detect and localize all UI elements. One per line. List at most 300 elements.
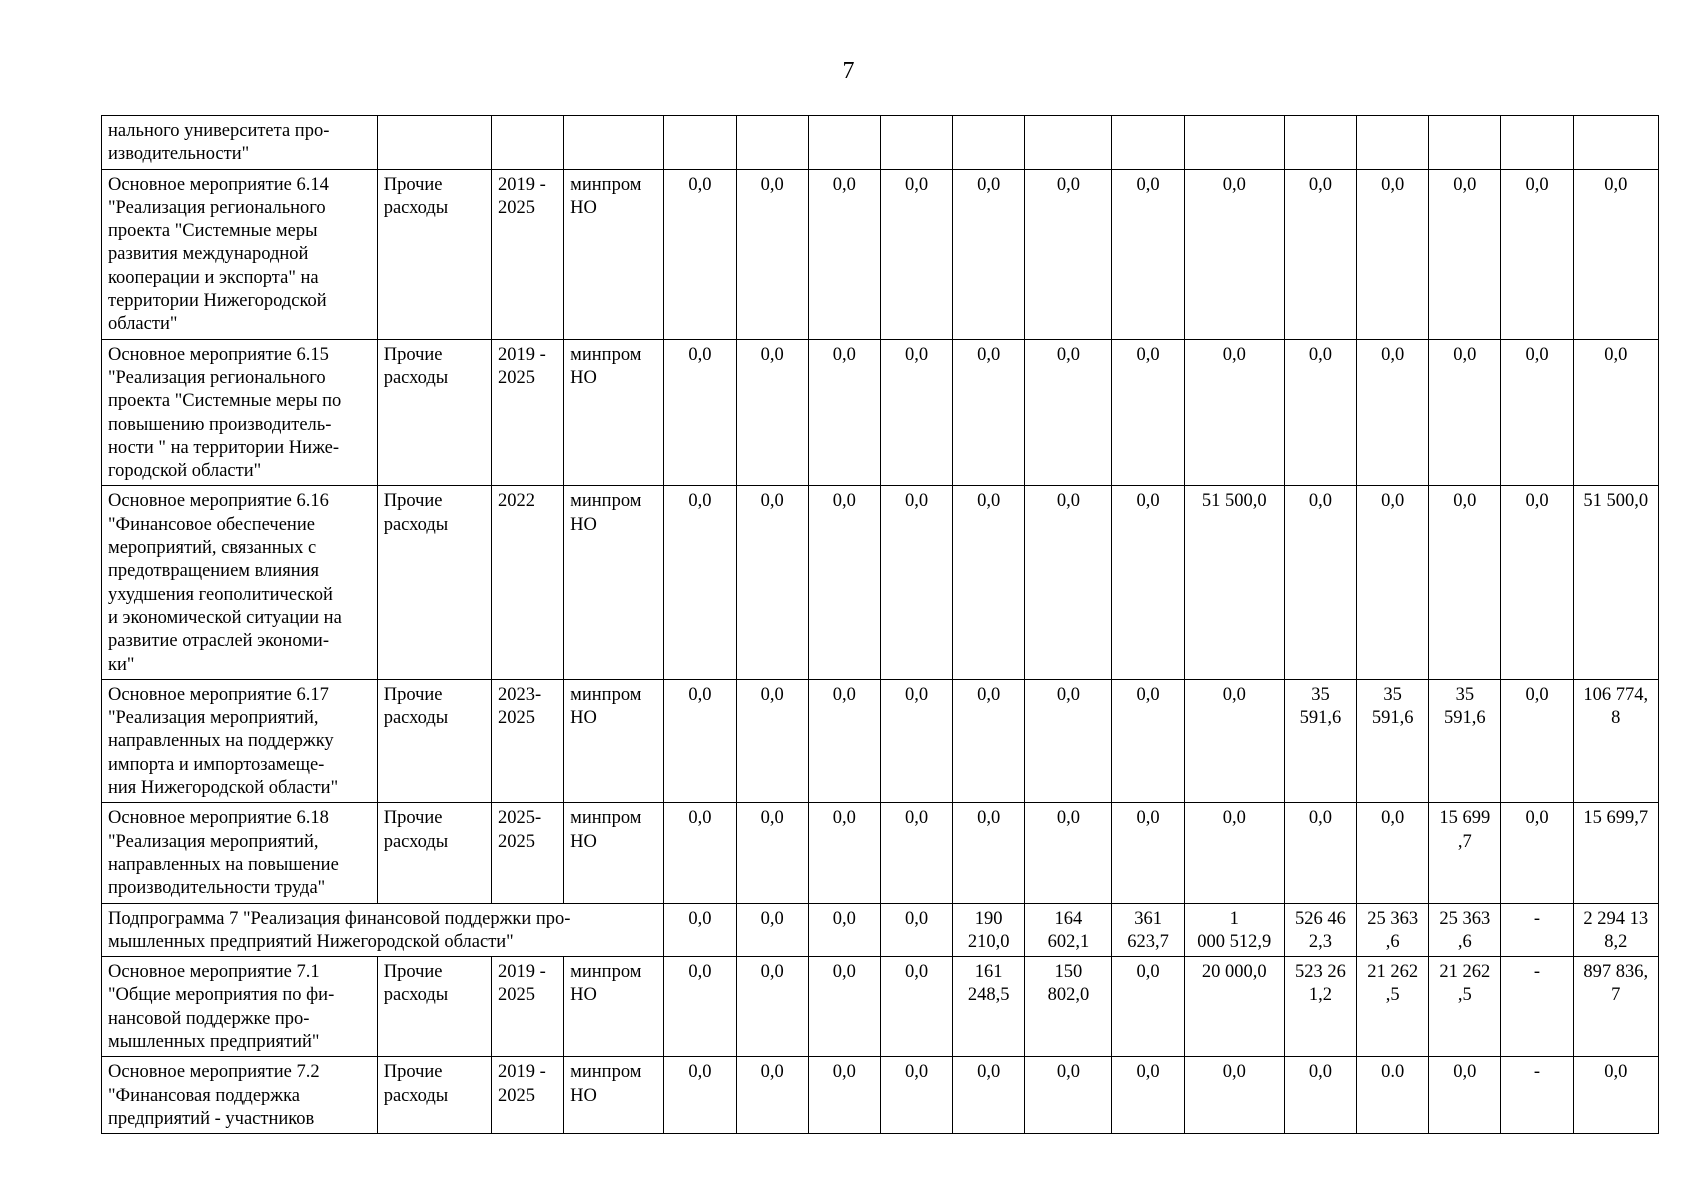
value-cell-line: 0,0 <box>1525 491 1549 512</box>
value-cell-line: 0,0 <box>832 908 856 929</box>
value-cell-line: 35 <box>1383 684 1402 705</box>
value-cell-line: 523 26 <box>1295 962 1346 983</box>
value-cell-line: 0,0 <box>760 1062 784 1083</box>
value-cell-line: 161 <box>974 962 1003 983</box>
value-cell <box>1025 803 1112 903</box>
activity-name-cell-line: мышленных предприятий" <box>108 1031 320 1052</box>
value-cell-line: 0,0 <box>832 491 856 512</box>
value-cell <box>1112 486 1184 679</box>
value-cell <box>1573 803 1658 903</box>
value-cell <box>1357 803 1429 903</box>
funding-source-cell <box>377 679 491 802</box>
value-cell-line: 0,0 <box>1056 344 1080 365</box>
activity-name-cell <box>102 1057 378 1134</box>
table-row <box>102 339 1659 486</box>
funding-source-cell <box>377 486 491 679</box>
value-cell-line: 0,0 <box>1056 491 1080 512</box>
value-cell <box>1184 803 1284 903</box>
value-cell-line: 25 363 <box>1367 908 1419 929</box>
value-cell-line: 0,0 <box>904 908 929 929</box>
period-cell-line: 2019 - <box>497 1062 546 1083</box>
value-cell-line: 35 <box>1455 684 1475 705</box>
value-cell <box>1429 957 1501 1057</box>
value-cell <box>1284 679 1356 802</box>
value-cell <box>953 169 1025 339</box>
value-cell <box>1501 1057 1573 1134</box>
value-cell-line: 0,0 <box>1525 808 1549 829</box>
value-cell-line: 8,2 <box>1604 931 1628 952</box>
value-cell <box>1184 1057 1284 1134</box>
value-cell-line: 21 262 <box>1439 962 1491 983</box>
period-cell-line: 2025 <box>497 1085 535 1106</box>
value-cell <box>1025 957 1112 1057</box>
value-cell <box>953 803 1025 903</box>
value-cell <box>808 486 880 679</box>
executor-cell-line: НО <box>570 367 597 388</box>
period-cell-line: 2019 - <box>497 344 546 365</box>
value-cell <box>1501 803 1573 903</box>
value-cell-line: 0,0 <box>977 491 1001 512</box>
value-cell <box>1357 339 1429 486</box>
value-cell <box>1184 679 1284 802</box>
value-cell <box>1025 169 1112 339</box>
value-cell-line: 51 500,0 <box>1583 491 1649 512</box>
value-cell <box>1501 957 1573 1057</box>
value-cell-line: 0,0 <box>1136 491 1160 512</box>
value-cell-line: ,6 <box>1457 931 1472 952</box>
activity-name-cell-line: мероприятий, связанных с <box>108 538 317 559</box>
activity-name-cell-line: Основное мероприятие 7.1 <box>108 962 320 983</box>
value-cell-line: 20 000,0 <box>1201 962 1267 983</box>
activity-name-cell-line: кооперации и экспорта" на <box>108 267 319 288</box>
value-cell <box>880 1057 952 1134</box>
value-cell-line: 0,0 <box>760 684 784 705</box>
value-cell <box>1025 903 1112 957</box>
executor-cell-line: минпром <box>570 174 642 195</box>
executor-cell <box>564 116 664 170</box>
funding-source-cell-line: расходы <box>383 831 449 852</box>
value-cell-line: 0,0 <box>1308 344 1333 365</box>
activity-name-cell-line: нального университета про- <box>108 121 330 141</box>
activity-name-cell-line: "Общие мероприятия по фи- <box>108 985 335 1006</box>
value-cell-line: 0,0 <box>1136 962 1160 983</box>
executor-cell-line: минпром <box>570 808 642 829</box>
value-cell-line: 106 774, <box>1583 684 1649 705</box>
value-cell <box>736 116 808 170</box>
value-cell-line: 0,0 <box>1381 344 1405 365</box>
activity-name-cell <box>102 803 378 903</box>
value-cell-line: 0,0 <box>1222 1062 1246 1083</box>
period-cell <box>491 169 563 339</box>
value-cell <box>1025 339 1112 486</box>
value-cell <box>1284 1057 1356 1134</box>
value-cell-line: 0,0 <box>1453 491 1477 512</box>
value-cell <box>736 957 808 1057</box>
table-row <box>102 486 1659 679</box>
value-cell <box>1184 116 1284 170</box>
period-cell-line: 2019 - <box>497 174 546 195</box>
value-cell <box>664 957 736 1057</box>
table-row <box>102 803 1659 903</box>
value-cell-line: 591,6 <box>1371 708 1414 729</box>
value-cell <box>1501 116 1573 170</box>
value-cell <box>1184 903 1284 957</box>
period-cell-line: 2025 <box>497 831 535 852</box>
value-cell-line: 0,0 <box>1308 808 1333 829</box>
value-cell-line: 0,0 <box>1222 684 1246 705</box>
value-cell <box>1284 957 1356 1057</box>
activity-name-cell-line: предприятий - участников <box>108 1108 315 1129</box>
value-cell-line: 0,0 <box>832 684 856 705</box>
value-cell-line: 248,5 <box>967 985 1010 1006</box>
value-cell <box>1357 957 1429 1057</box>
value-cell <box>1501 903 1573 957</box>
activity-name-cell-line: развитие отраслей экономи- <box>108 631 329 652</box>
table-row <box>102 957 1659 1057</box>
period-cell <box>491 116 563 170</box>
value-cell-line: 0,0 <box>1056 174 1080 195</box>
activity-name-cell-line: изводительности" <box>108 144 250 165</box>
executor-cell <box>564 169 664 339</box>
value-cell-line: 0,0 <box>1604 174 1628 195</box>
funding-source-cell-line: расходы <box>383 985 449 1006</box>
value-cell <box>1501 169 1573 339</box>
funding-source-cell-line: расходы <box>383 514 449 535</box>
value-cell-line: 0,0 <box>1136 808 1160 829</box>
value-cell <box>1184 339 1284 486</box>
value-cell-line: 0,0 <box>1056 808 1080 829</box>
value-cell <box>664 1057 736 1134</box>
funding-source-cell-line: Прочие <box>383 684 443 705</box>
activity-name-cell-line: "Финансовое обеспечение <box>108 514 315 535</box>
period-cell-line: 2025 <box>497 367 535 388</box>
period-cell <box>491 679 563 802</box>
value-cell-line: 0,0 <box>1222 344 1246 365</box>
value-cell-line: 0,0 <box>688 1062 712 1083</box>
funding-source-cell <box>377 339 491 486</box>
value-cell-line: 591,6 <box>1444 708 1486 729</box>
value-cell <box>808 803 880 903</box>
value-cell <box>808 339 880 486</box>
value-cell <box>664 116 736 170</box>
executor-cell-line: минпром <box>570 344 642 365</box>
activity-name-cell-line: и экономической ситуации на <box>108 607 342 628</box>
value-cell <box>1573 339 1658 486</box>
value-cell-line: 0,0 <box>1381 808 1405 829</box>
value-cell <box>664 903 736 957</box>
value-cell <box>1112 803 1184 903</box>
page-number: 7 <box>842 58 855 84</box>
table-row <box>102 903 1659 957</box>
value-cell-line: 0,0 <box>832 808 856 829</box>
value-cell-line: ,7 <box>1457 831 1472 852</box>
value-cell <box>953 903 1025 957</box>
value-cell <box>1284 116 1356 170</box>
activity-name-cell <box>102 116 378 170</box>
value-cell-line: 0,0 <box>688 808 712 829</box>
value-cell-line: 1,2 <box>1308 985 1333 1006</box>
value-cell-line: 0,0 <box>904 1062 929 1083</box>
activity-name-cell-line: проекта "Системные меры по <box>108 391 342 412</box>
value-cell-line: 0,0 <box>1136 174 1160 195</box>
executor-cell <box>564 1057 664 1134</box>
activity-name-cell-line: Основное мероприятие 7.2 <box>108 1062 320 1083</box>
executor-cell-line: НО <box>570 985 597 1006</box>
value-cell-line: 150 <box>1054 962 1083 983</box>
executor-cell-line: НО <box>570 1085 597 1106</box>
activity-name-cell-line: развития международной <box>108 244 309 265</box>
value-cell <box>1573 679 1658 802</box>
value-cell-line: 0,0 <box>1308 1062 1333 1083</box>
executor-cell <box>564 339 664 486</box>
activity-name-cell-line: Подпрограмма 7 "Реализация финансовой поддержки про- <box>108 908 571 929</box>
funding-source-cell <box>377 1057 491 1134</box>
funding-source-cell <box>377 803 491 903</box>
value-cell-line: 0,0 <box>1525 684 1549 705</box>
executor-cell-line: НО <box>570 708 597 729</box>
value-cell <box>1573 116 1658 170</box>
value-cell-line: 0,0 <box>1381 491 1405 512</box>
value-cell-line: 0,0 <box>1222 174 1246 195</box>
value-cell-line: 0,0 <box>1136 684 1160 705</box>
value-cell-line: 0,0 <box>977 684 1001 705</box>
activity-name-cell-line: мышленных предприятий Нижегородской области" <box>108 931 514 952</box>
funding-source-cell-line: Прочие <box>383 1062 443 1083</box>
activity-name-cell <box>102 169 378 339</box>
value-cell <box>880 486 952 679</box>
value-cell <box>736 803 808 903</box>
value-cell-line: 0,0 <box>688 908 712 929</box>
executor-cell-line: минпром <box>570 1062 642 1083</box>
activity-name-cell-line: производительности труда" <box>108 878 326 899</box>
value-cell-line: 897 836, <box>1583 962 1649 983</box>
executor-cell <box>564 803 664 903</box>
funding-source-cell-line: расходы <box>383 1085 449 1106</box>
value-cell <box>880 803 952 903</box>
value-cell-line: 0,0 <box>688 344 712 365</box>
value-cell-line: 190 <box>974 908 1003 929</box>
value-cell-line: 0,0 <box>1604 1062 1628 1083</box>
executor-cell <box>564 679 664 802</box>
value-cell-line: 0.0 <box>1381 1062 1405 1083</box>
activity-name-cell-line: Основное мероприятие 6.15 <box>108 344 329 365</box>
value-cell <box>1184 486 1284 679</box>
value-cell <box>953 679 1025 802</box>
value-cell <box>1357 1057 1429 1134</box>
value-cell <box>808 116 880 170</box>
value-cell <box>1429 903 1501 957</box>
value-cell <box>1357 486 1429 679</box>
activity-name-cell-line: повышению производитель- <box>108 414 332 435</box>
value-cell-line: 0,0 <box>1525 174 1549 195</box>
activity-name-cell-line: импорта и импортозамеще- <box>108 754 325 775</box>
value-cell-line: 0,0 <box>1222 808 1246 829</box>
executor-cell-line: НО <box>570 514 597 535</box>
value-cell <box>1025 486 1112 679</box>
value-cell <box>1573 1057 1658 1134</box>
value-cell <box>664 169 736 339</box>
value-cell <box>1429 1057 1501 1134</box>
funding-source-cell-line: Прочие <box>383 491 443 512</box>
value-cell <box>1184 957 1284 1057</box>
value-cell-line: 8 <box>1611 708 1621 729</box>
activity-name-cell-line: городской области" <box>108 461 262 482</box>
value-cell-line: 0,0 <box>977 174 1001 195</box>
table-row <box>102 169 1659 339</box>
value-cell-line: ,5 <box>1457 985 1472 1006</box>
value-cell <box>880 679 952 802</box>
value-cell <box>1284 169 1356 339</box>
value-cell-line: 0,0 <box>832 962 856 983</box>
value-cell-line: 0,0 <box>1453 344 1477 365</box>
period-cell-line: 2025 <box>497 708 535 729</box>
value-cell-line: 0,0 <box>1381 174 1405 195</box>
value-cell-line: 0,0 <box>1604 344 1628 365</box>
activity-name-cell-line: "Реализация регионального <box>108 197 326 218</box>
funding-source-cell-line: расходы <box>383 197 449 218</box>
value-cell-line: ,6 <box>1385 931 1400 952</box>
activity-name-cell-line: ния Нижегородской области" <box>108 778 339 799</box>
value-cell <box>1112 339 1184 486</box>
period-cell <box>491 803 563 903</box>
funding-source-cell-line: расходы <box>383 367 449 388</box>
value-cell-line: 0,0 <box>1136 344 1160 365</box>
activity-name-cell-line: нансовой поддержке про- <box>108 1008 310 1029</box>
value-cell <box>808 169 880 339</box>
funding-source-cell-line: Прочие <box>383 344 443 365</box>
value-cell-line: - <box>1533 962 1541 983</box>
value-cell-line: 0,0 <box>760 491 784 512</box>
value-cell-line: 0,0 <box>977 344 1001 365</box>
value-cell-line: 623,7 <box>1127 931 1169 952</box>
activity-name-cell-line: территории Нижегородской <box>108 291 327 312</box>
value-cell <box>808 1057 880 1134</box>
period-cell-line: 2019 - <box>497 962 546 983</box>
activity-name-cell-line: Основное мероприятие 6.16 <box>108 491 329 512</box>
value-cell-line: 51 500,0 <box>1201 491 1267 512</box>
value-cell-line: - <box>1533 1062 1541 1083</box>
value-cell-line: 0,0 <box>1056 1062 1080 1083</box>
funding-source-cell <box>377 116 491 170</box>
activity-name-cell-line: Основное мероприятие 6.17 <box>108 684 329 705</box>
activity-name-cell <box>102 957 378 1057</box>
activity-name-cell-line: проекта "Системные меры <box>108 221 318 242</box>
value-cell <box>736 903 808 957</box>
table-row <box>102 1057 1659 1134</box>
value-cell-line: 0,0 <box>904 491 929 512</box>
activity-name-cell-line: ухудшения геополитической <box>108 584 333 605</box>
value-cell <box>1501 679 1573 802</box>
value-cell-line: 0,0 <box>760 808 784 829</box>
funding-source-cell-line: Прочие <box>383 174 443 195</box>
value-cell-line: 0,0 <box>688 491 712 512</box>
value-cell-line: 0,0 <box>904 684 929 705</box>
value-cell-line: 0,0 <box>688 174 712 195</box>
value-cell-line: - <box>1533 908 1541 929</box>
value-cell-line: 1 <box>1229 908 1239 929</box>
value-cell <box>1284 339 1356 486</box>
value-cell-line: 000 512,9 <box>1197 931 1272 952</box>
value-cell <box>1501 486 1573 679</box>
value-cell <box>880 903 952 957</box>
value-cell <box>1429 169 1501 339</box>
activity-name-cell-line: направленных на повышение <box>108 854 339 875</box>
activity-name-cell-line: "Реализация мероприятий, <box>108 708 319 729</box>
value-cell-line: 21 262 <box>1367 962 1419 983</box>
executor-cell <box>564 486 664 679</box>
funding-source-cell <box>377 957 491 1057</box>
value-cell-line: 0,0 <box>1136 1062 1160 1083</box>
period-cell-line: 2025 <box>497 985 535 1006</box>
value-cell <box>1357 679 1429 802</box>
funding-source-cell-line: Прочие <box>383 962 443 983</box>
table-body <box>102 116 1659 1134</box>
period-cell-line: 2025 <box>497 197 535 218</box>
value-cell <box>1501 339 1573 486</box>
activity-name-cell-line: предотвращением влияния <box>108 561 320 582</box>
value-cell-line: 0,0 <box>832 344 856 365</box>
value-cell-line: 0,0 <box>688 684 712 705</box>
value-cell-line: 35 <box>1311 684 1330 705</box>
value-cell-line: 0,0 <box>1056 684 1080 705</box>
activity-name-cell-line: направленных на поддержку <box>108 731 334 752</box>
value-cell <box>880 957 952 1057</box>
activity-name-cell <box>102 679 378 802</box>
value-cell-line: 0,0 <box>904 962 929 983</box>
value-cell <box>953 339 1025 486</box>
value-cell <box>1025 679 1112 802</box>
activity-name-cell-line: Основное мероприятие 6.18 <box>108 808 329 829</box>
value-cell <box>664 486 736 679</box>
value-cell <box>1429 803 1501 903</box>
value-cell <box>664 803 736 903</box>
value-cell <box>1112 957 1184 1057</box>
value-cell <box>1429 679 1501 802</box>
executor-cell-line: минпром <box>570 962 642 983</box>
value-cell <box>808 679 880 802</box>
value-cell <box>880 116 952 170</box>
value-cell <box>736 169 808 339</box>
value-cell <box>1573 169 1658 339</box>
budget-table <box>101 115 1659 1134</box>
executor-cell-line: НО <box>570 831 597 852</box>
value-cell-line: 25 363 <box>1439 908 1491 929</box>
value-cell <box>1284 803 1356 903</box>
value-cell-line: 0,0 <box>760 962 784 983</box>
activity-name-cell-line: ки" <box>108 654 135 675</box>
activity-name-cell <box>102 486 378 679</box>
activity-name-cell-line: "Реализация мероприятий, <box>108 831 319 852</box>
value-cell-line: 0,0 <box>832 174 856 195</box>
value-cell-line: 361 <box>1134 908 1162 929</box>
value-cell <box>736 679 808 802</box>
value-cell <box>953 486 1025 679</box>
value-cell-line: 15 699,7 <box>1583 808 1649 829</box>
value-cell <box>880 339 952 486</box>
value-cell-line: ,5 <box>1385 985 1400 1006</box>
executor-cell-line: минпром <box>570 491 642 512</box>
period-cell <box>491 486 563 679</box>
value-cell <box>953 957 1025 1057</box>
value-cell <box>1429 486 1501 679</box>
value-cell <box>1284 486 1356 679</box>
value-cell-line: 0,0 <box>1453 174 1477 195</box>
table-row <box>102 679 1659 802</box>
value-cell <box>1025 1057 1112 1134</box>
period-cell <box>491 957 563 1057</box>
value-cell <box>736 486 808 679</box>
value-cell <box>808 957 880 1057</box>
